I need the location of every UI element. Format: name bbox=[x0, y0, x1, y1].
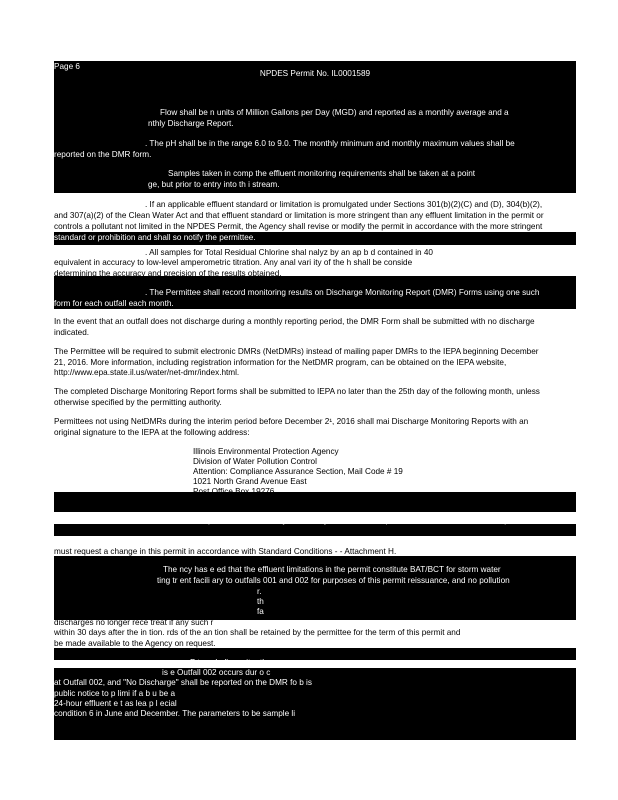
text-line: fa bbox=[257, 607, 264, 616]
black-band-5 bbox=[54, 492, 576, 512]
text-line: within 30 days after the in tion. rds of the an tion shall be retained by the permittee for the term of this permit and bbox=[54, 628, 461, 637]
text-line: at Outfall 002, and "No Discharge" shall be reported on the DMR fo b is bbox=[54, 678, 312, 687]
text-line: original signature to the IEPA at the following address: bbox=[54, 428, 250, 437]
black-band-2 bbox=[54, 185, 576, 193]
text-line: In the event that an outfall does not discharge during a monthly reporting period, the DMR Form shall be submitted with no discharge bbox=[54, 317, 535, 326]
address-line: Springfield, Illinois 62794-9276 bbox=[193, 497, 305, 506]
text-line: nthly Discharge Report. bbox=[148, 119, 234, 128]
text-line: The Permittee will be required to submit electronic DMRs (NetDMRs) instead of mailing paper DMRs to the IEPA beginning December bbox=[54, 347, 539, 356]
text-line: Flow shall be n units of Million Gallons per Day (MGD) and reported as a monthly average and a bbox=[160, 108, 509, 117]
address-line: Division of Water Pollution Control bbox=[193, 457, 317, 466]
text-line: ting tr ent facili ary to outfalls 001 and 002 for purposes of this permit reissuance, and no pollution bbox=[157, 576, 510, 585]
address-line: Illinois Environmental Protection Agency bbox=[193, 447, 339, 456]
text-line: . If an applicable effluent standard or limitation is promulgated under Sections 301(b)(2)(C) and (D), 304(b)(2), bbox=[145, 200, 543, 209]
permit-number: NPDES Permit No. IL0001589 bbox=[259, 69, 371, 78]
text-line: determining the accuracy and precision of the results obtained. bbox=[54, 269, 282, 278]
text-line: . The pH shall be in the range 6.0 to 9.0. The monthly minimum and monthly maximum values shall be bbox=[145, 139, 515, 148]
text-line: . The Permittee shall record monitoring results on Discharge Monitoring Report (DMR) Forms using one such bbox=[145, 288, 540, 297]
text-line: indicated. bbox=[54, 328, 90, 337]
text-line: The completed Discharge Monitoring Report forms shall be submitted to IEPA no later than the 25th day of the following month, unless bbox=[54, 387, 540, 396]
text-line: Permittees not using NetDMRs during the interim period before December 2¹, 2016 shall mai Discharge Monitoring Reports with an bbox=[54, 417, 529, 426]
text-line: 24-hour effluent e t as lea p l ecial bbox=[54, 699, 177, 708]
text-line: be made available to the Agency on request. bbox=[54, 639, 216, 648]
text-line: otherwise specified by the permitting authority. bbox=[54, 398, 222, 407]
text-line: discharges no longer rece treat if any such r bbox=[54, 618, 214, 627]
text-line: and 307(a)(2) of the Clean Water Act and that effluent standard or limitation is more stringent than any effluent limitation in the permit or bbox=[54, 211, 544, 220]
text-line: controls a pollutant not limited in the NPDES Permit, the Agency shall revise or modify the permit in accordance with the more stringent bbox=[54, 222, 543, 231]
text-line: public notice to p limi if a b u be a bbox=[54, 689, 176, 698]
text-line: equivalent in accuracy to low-level amperometric titration. Any anal vari ity of the h shall be conside bbox=[54, 258, 413, 267]
text-line: . All samples for Total Residual Chlorine shal nalyz by an ap b d contained in 40 bbox=[145, 248, 433, 257]
text-line: . In the event that the permittee must request a change in the use of water treatment additives, the permittee bbox=[145, 536, 537, 545]
address-line: Attention: Compliance Assurance Section, Mail Code # 19 bbox=[193, 467, 403, 476]
text-line: form for each outfall each month. bbox=[54, 299, 174, 308]
text-line: Samples taken in comp the effluent monitoring requirements shall be taken at a point bbox=[168, 169, 476, 178]
text-line: 21, 2016. More information, including registration information for the NetDMR program, can be obtained on the IEPA website, bbox=[54, 358, 507, 367]
text-line: th bbox=[257, 597, 264, 606]
text-line: The use or operation of this facility shall be by or under the supervision of a Certified Class K operator. bbox=[162, 516, 532, 525]
text-line: reported on the DMR form. bbox=[54, 150, 152, 159]
black-band-8 bbox=[54, 648, 576, 660]
text-line: must request a change in this permit in accordance with Standard Conditions - - Attachment H. bbox=[54, 547, 397, 556]
text-line: ge, but prior to entry into th i stream. bbox=[148, 180, 280, 189]
text-line: The ncy has e ed that the effluent limitations in the permit constitute BAT/BCT for storm water bbox=[163, 565, 501, 574]
page-label: Page 6 bbox=[54, 62, 80, 71]
text-line: r. bbox=[257, 587, 262, 596]
text-line: is e Outfall 002 occurs dur o c bbox=[162, 668, 271, 677]
text-line: condition 6 in June and December. The parameters to be sample li bbox=[54, 709, 296, 718]
text-line[interactable]: http://www.epa.state.il.us/water/net-dmr/index.html. bbox=[54, 368, 240, 377]
address-line: 1021 North Grand Avenue East bbox=[193, 477, 307, 486]
text-line: P tee shall monitor the a a bbox=[190, 658, 285, 667]
address-line: Post Office Box 19276 bbox=[193, 487, 275, 496]
text-line: standard or prohibition and shall so notify the permittee. bbox=[54, 233, 256, 242]
